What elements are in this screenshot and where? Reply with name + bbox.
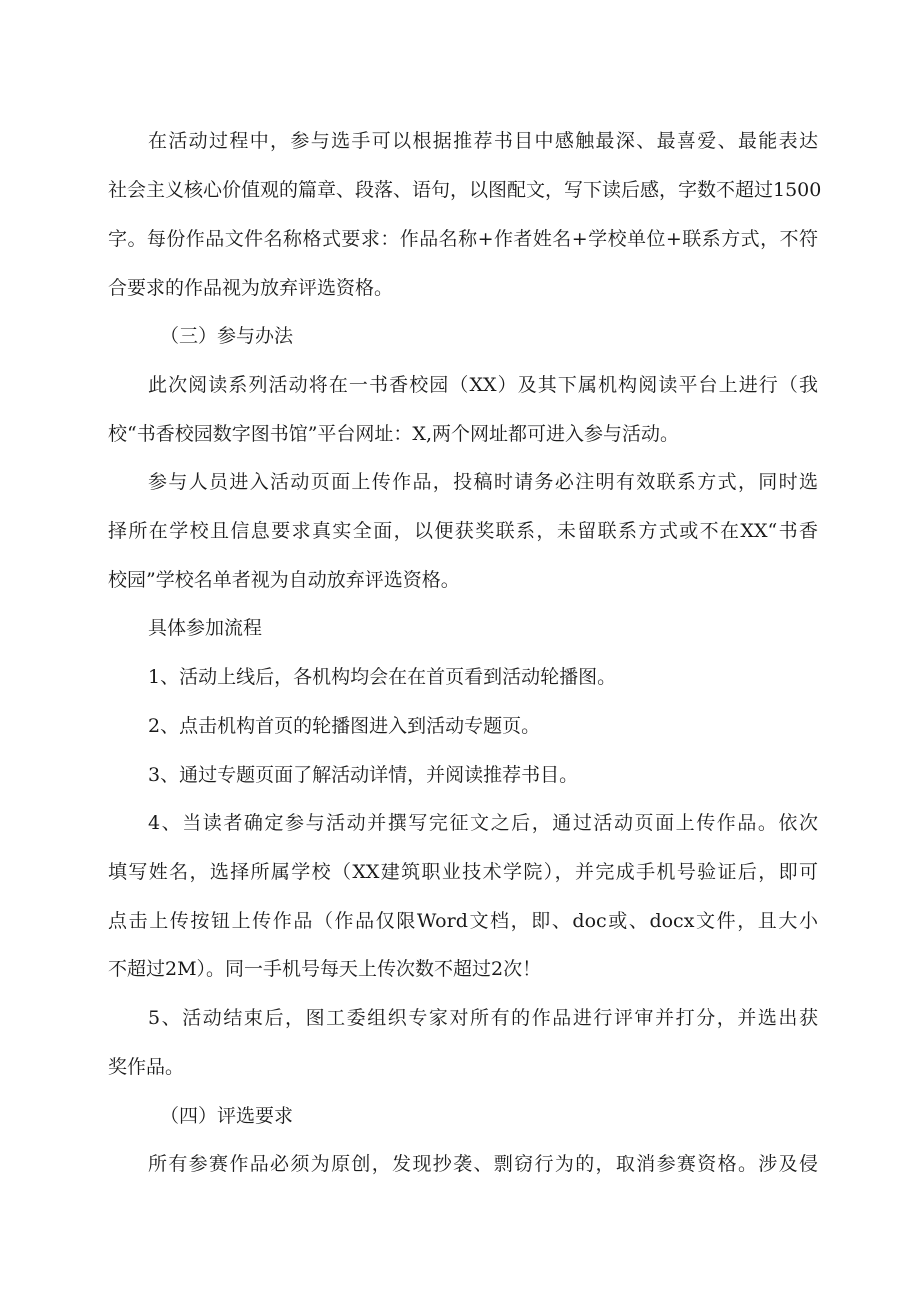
list-item: 3、通过专题页面了解活动详情，并阅读推荐书目。	[148, 764, 579, 786]
paragraph-line: 参与人员进入活动页面上传作品，投稿时请务必注明有效联系方式，同时选	[148, 471, 818, 493]
paragraph-line: 所有参赛作品必须为原创，发现抄袭、剽窃行为的，取消参赛资格。涉及侵	[148, 1153, 818, 1175]
list-item-continuation: 填写姓名，选择所属学校（XX建筑职业技术学院），并完成手机号验证后，即可	[108, 861, 818, 883]
list-item: 4、当读者确定参与活动并撰写完征文之后，通过活动页面上传作品。依次	[148, 812, 818, 834]
paragraph-line: 校园”学校名单者视为自动放弃评选资格。	[108, 569, 460, 591]
list-item: 2、点击机构首页的轮播图进入到活动专题页。	[148, 715, 541, 737]
list-item-continuation: 点击上传按钮上传作品（作品仅限Word文档，即、doc或、docx文件，且大小	[108, 910, 818, 932]
paragraph-line: 择所在学校且信息要求真实全面，以便获奖联系，未留联系方式或不在XX“书香	[108, 520, 818, 542]
list-item: 5、活动结束后，图工委组织专家对所有的作品进行评审并打分，并选出获	[148, 1007, 818, 1029]
paragraph-line: 此次阅读系列活动将在一书香校园（XX）及其下属机构阅读平台上进行（我	[148, 374, 818, 396]
paragraph-line: 校“书香校园数字图书馆”平台网址：X,两个网址都可进入参与活动。	[108, 423, 679, 445]
paragraph-line: 字。每份作品文件名称格式要求：作品名称+作者姓名+学校单位+联系方式，不符	[108, 228, 818, 250]
paragraph-line: 在活动过程中，参与选手可以根据推荐书目中感触最深、最喜爱、最能表达	[148, 130, 818, 152]
paragraph-line: 合要求的作品视为放弃评选资格。	[108, 277, 394, 299]
list-item: 1、活动上线后，各机构均会在在首页看到活动轮播图。	[148, 666, 617, 688]
flow-title: 具体参加流程	[148, 617, 263, 639]
list-item-continuation: 奖作品。	[108, 1056, 185, 1078]
section-heading: （四）评选要求	[160, 1105, 294, 1127]
list-item-continuation: 不超过2M）。同一手机号每天上传次数不超过2次！	[108, 958, 542, 980]
paragraph-line: 社会主义核心价值观的篇章、段落、语句，以图配文，写下读后感，字数不超过1500	[108, 179, 822, 201]
section-heading: （三）参与办法	[160, 325, 294, 347]
